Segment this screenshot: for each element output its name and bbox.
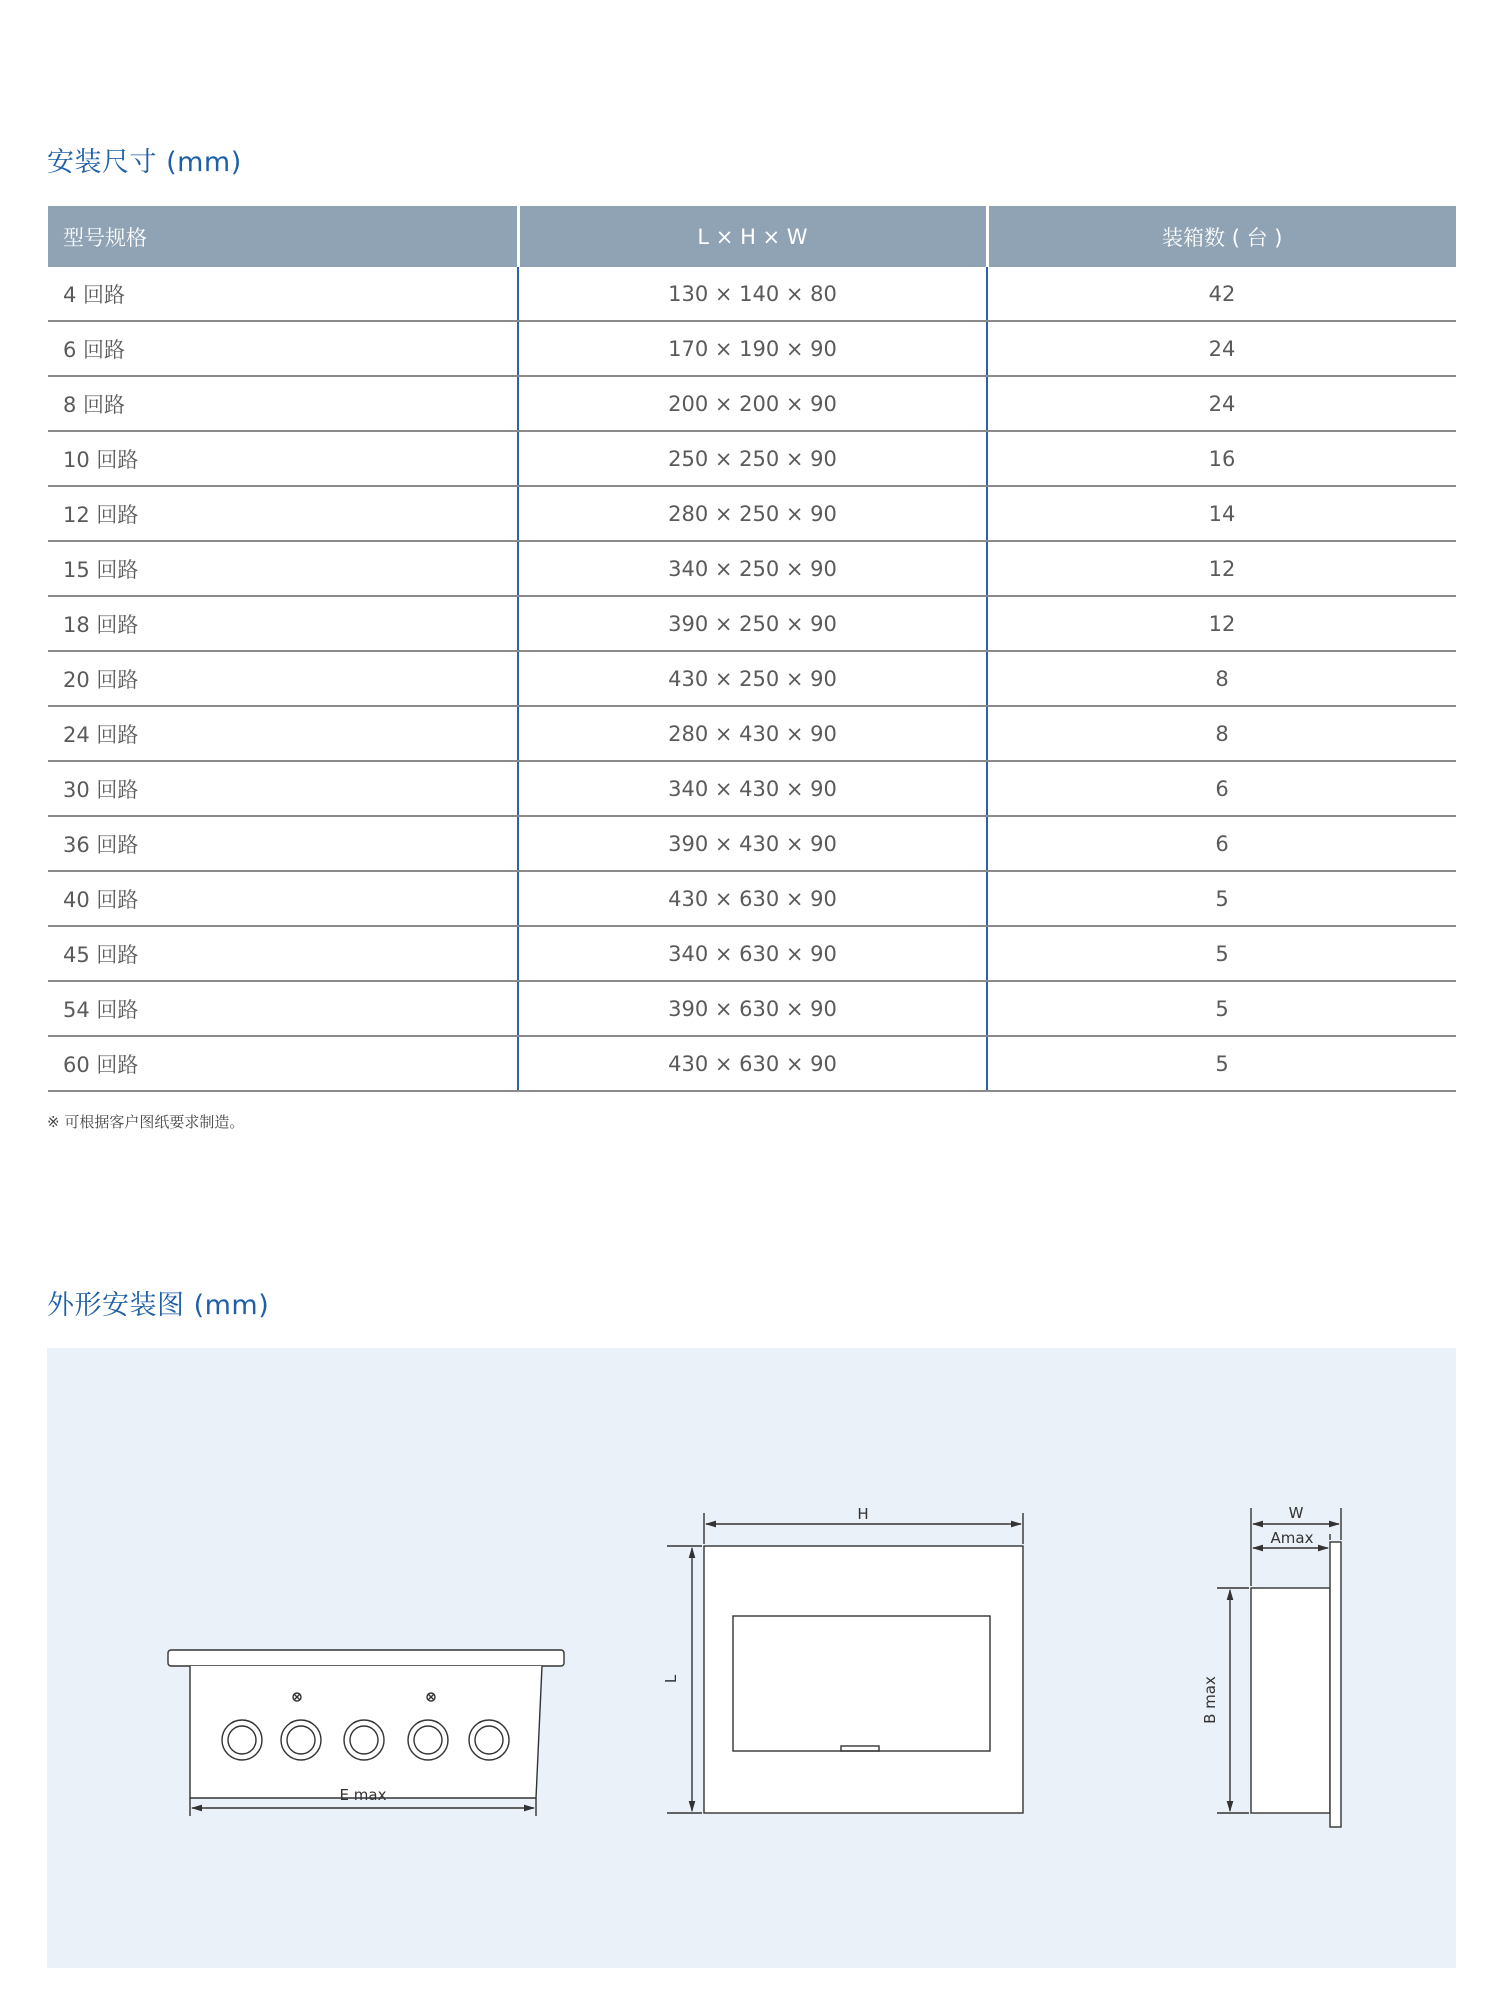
- cell-lhw: 390 × 250 × 90: [518, 596, 987, 651]
- custom-manufacture-note: ※ 可根据客户图纸要求制造。: [47, 1113, 245, 1131]
- cell-model: 30 回路: [48, 761, 518, 816]
- header-model: 型号规格: [48, 206, 518, 267]
- cell-packing-qty: 5: [987, 1036, 1456, 1091]
- cell-packing-qty: 12: [987, 596, 1456, 651]
- cell-lhw: 130 × 140 × 80: [518, 267, 987, 321]
- cell-model: 15 回路: [48, 541, 518, 596]
- table-row: [48, 541, 1456, 596]
- header-packing-qty: 装箱数 ( 台 ): [987, 206, 1456, 267]
- table-row: [48, 816, 1456, 871]
- cell-packing-qty: 5: [987, 981, 1456, 1036]
- table-body: [48, 267, 1456, 1091]
- cell-packing-qty: 5: [987, 871, 1456, 926]
- cell-packing-qty: 5: [987, 926, 1456, 981]
- label-l: L: [662, 1674, 680, 1684]
- table-row: [48, 431, 1456, 486]
- side-view-drawing: [1217, 1508, 1341, 1827]
- cell-model: 24 回路: [48, 706, 518, 761]
- table-row: [48, 376, 1456, 431]
- cell-model: 8 回路: [48, 376, 518, 431]
- cell-packing-qty: 24: [987, 376, 1456, 431]
- cell-lhw: 430 × 630 × 90: [518, 1036, 987, 1091]
- cell-lhw: 390 × 630 × 90: [518, 981, 987, 1036]
- outline-drawing-panel: [47, 1348, 1456, 1968]
- label-b-max: B max: [1201, 1676, 1219, 1724]
- cell-model: 60 回路: [48, 1036, 518, 1091]
- cell-model: 6 回路: [48, 321, 518, 376]
- table-header-row: [48, 206, 1456, 267]
- cell-lhw: 280 × 250 × 90: [518, 486, 987, 541]
- table-row: [48, 321, 1456, 376]
- cell-lhw: 340 × 250 × 90: [518, 541, 987, 596]
- cell-packing-qty: 6: [987, 816, 1456, 871]
- cell-model: 12 回路: [48, 486, 518, 541]
- cell-lhw: 340 × 430 × 90: [518, 761, 987, 816]
- label-h: H: [857, 1505, 869, 1523]
- table-row: [48, 596, 1456, 651]
- cell-model: 4 回路: [48, 267, 518, 321]
- table-row: [48, 926, 1456, 981]
- table-row: [48, 981, 1456, 1036]
- cell-lhw: 250 × 250 × 90: [518, 431, 987, 486]
- table-row: [48, 267, 1456, 321]
- cell-model: 54 回路: [48, 981, 518, 1036]
- cell-model: 20 回路: [48, 651, 518, 706]
- cell-model: 10 回路: [48, 431, 518, 486]
- label-a-max: Amax: [1270, 1529, 1314, 1547]
- cell-model: 40 回路: [48, 871, 518, 926]
- cell-packing-qty: 8: [987, 706, 1456, 761]
- cell-packing-qty: 14: [987, 486, 1456, 541]
- cell-lhw: 170 × 190 × 90: [518, 321, 987, 376]
- table-row: [48, 651, 1456, 706]
- dimensions-table: [48, 206, 1456, 1092]
- cell-lhw: 430 × 250 × 90: [518, 651, 987, 706]
- cell-lhw: 200 × 200 × 90: [518, 376, 987, 431]
- table-row: [48, 871, 1456, 926]
- cell-lhw: 430 × 630 × 90: [518, 871, 987, 926]
- table-row: [48, 1036, 1456, 1091]
- header-lhw: L × H × W: [518, 206, 987, 267]
- cell-packing-qty: 12: [987, 541, 1456, 596]
- cell-packing-qty: 42: [987, 267, 1456, 321]
- cell-packing-qty: 8: [987, 651, 1456, 706]
- front-view-drawing: [667, 1513, 1023, 1813]
- table-row: [48, 706, 1456, 761]
- cell-lhw: 340 × 630 × 90: [518, 926, 987, 981]
- cell-packing-qty: 16: [987, 431, 1456, 486]
- cell-packing-qty: 6: [987, 761, 1456, 816]
- table-row: [48, 486, 1456, 541]
- cell-model: 36 回路: [48, 816, 518, 871]
- cell-lhw: 280 × 430 × 90: [518, 706, 987, 761]
- cell-model: 18 回路: [48, 596, 518, 651]
- installation-dimensions-title: 安装尺寸 (mm): [47, 147, 242, 178]
- cell-model: 45 回路: [48, 926, 518, 981]
- table-row: [48, 761, 1456, 816]
- cell-packing-qty: 24: [987, 321, 1456, 376]
- cell-lhw: 390 × 430 × 90: [518, 816, 987, 871]
- label-w: W: [1288, 1504, 1304, 1522]
- label-e-max: E max: [339, 1786, 387, 1804]
- outline-drawing: [47, 1348, 1456, 1968]
- outline-drawing-title: 外形安装图 (mm): [47, 1290, 270, 1321]
